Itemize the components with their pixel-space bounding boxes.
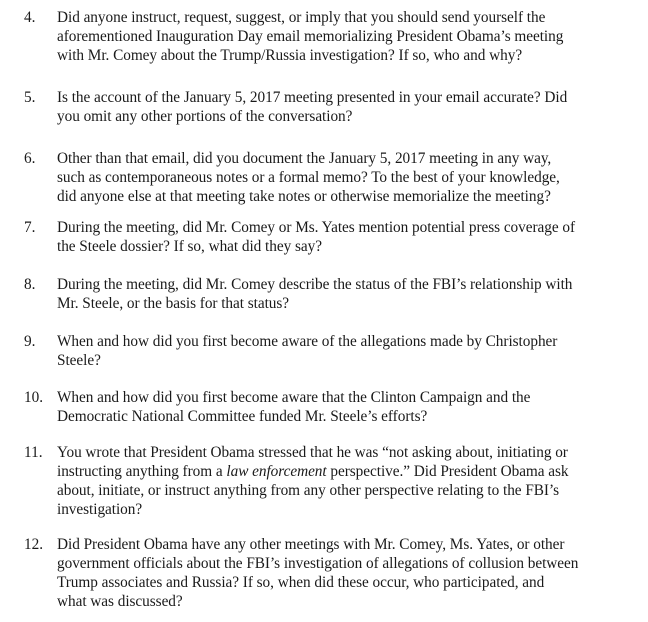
text-segment: instructing anything from a <box>57 463 227 480</box>
question-number: 7. <box>24 219 36 236</box>
text-line: Steele? <box>57 352 101 369</box>
text-line: You wrote that President Obama stressed that he was “not asking about, initiating or <box>57 444 568 461</box>
text-line: what was discussed? <box>57 593 183 610</box>
question-text <box>57 388 632 426</box>
text-line: Other than that email, did you document the January 5, 2017 meeting in any way, <box>57 150 552 167</box>
question-number: 9. <box>24 333 36 350</box>
text-segment: perspective.” Did President Obama ask <box>326 463 569 480</box>
text-line: Is the account of the January 5, 2017 meeting presented in your email accurate? Did <box>57 89 568 106</box>
question-text <box>57 218 632 256</box>
text-line: Mr. Steele, or the basis for that status? <box>57 295 290 312</box>
question-number: 12. <box>24 536 44 553</box>
text-line: Did anyone instruct, request, suggest, or imply that you should send yourself the <box>57 9 546 26</box>
text-line: you omit any other portions of the conversation? <box>57 108 353 125</box>
question-text <box>57 88 632 126</box>
question-number: 4. <box>24 9 36 26</box>
text-line: the Steele dossier? If so, what did they say? <box>57 238 322 255</box>
text-line: with Mr. Comey about the Trump/Russia investigation? If so, who and why? <box>57 47 523 64</box>
question-number: 8. <box>24 276 36 293</box>
question-number: 10. <box>24 389 44 406</box>
question-text <box>57 275 632 313</box>
question-text <box>57 332 632 370</box>
question-number: 6. <box>24 150 36 167</box>
text-line: When and how did you first become aware that the Clinton Campaign and the <box>57 389 531 406</box>
text-line: government officials about the FBI’s investigation of allegations of collusion between <box>57 555 579 572</box>
text-line: did anyone else at that meeting take notes or otherwise memorialize the meeting? <box>57 188 551 205</box>
text-line <box>57 462 632 481</box>
emphasis-text: law enforcement <box>226 463 327 480</box>
text-line: investigation? <box>57 501 143 518</box>
text-line: about, initiate, or instruct anything from any other perspective relating to the FBI’s <box>57 482 560 499</box>
question-number: 11. <box>24 444 43 461</box>
question-text <box>57 535 632 611</box>
question-text <box>57 149 632 206</box>
text-line: When and how did you first become aware of the allegations made by Christopher <box>57 333 558 350</box>
question-text <box>57 8 632 65</box>
text-line: During the meeting, did Mr. Comey or Ms. Yates mention potential press coverage of <box>57 219 576 236</box>
text-line: Did President Obama have any other meetings with Mr. Comey, Ms. Yates, or other <box>57 536 565 553</box>
text-line: During the meeting, did Mr. Comey describe the status of the FBI’s relationship with <box>57 276 573 293</box>
question-text <box>57 443 632 519</box>
question-number: 5. <box>24 89 36 106</box>
text-line: aforementioned Inauguration Day email memorializing President Obama’s meeting <box>57 28 564 45</box>
text-line: Trump associates and Russia? If so, when did these occur, who participated, and <box>57 574 545 591</box>
text-line: Democratic National Committee funded Mr. Steele’s efforts? <box>57 408 428 425</box>
text-line: such as contemporaneous notes or a formal memo? To the best of your knowledge, <box>57 169 560 186</box>
